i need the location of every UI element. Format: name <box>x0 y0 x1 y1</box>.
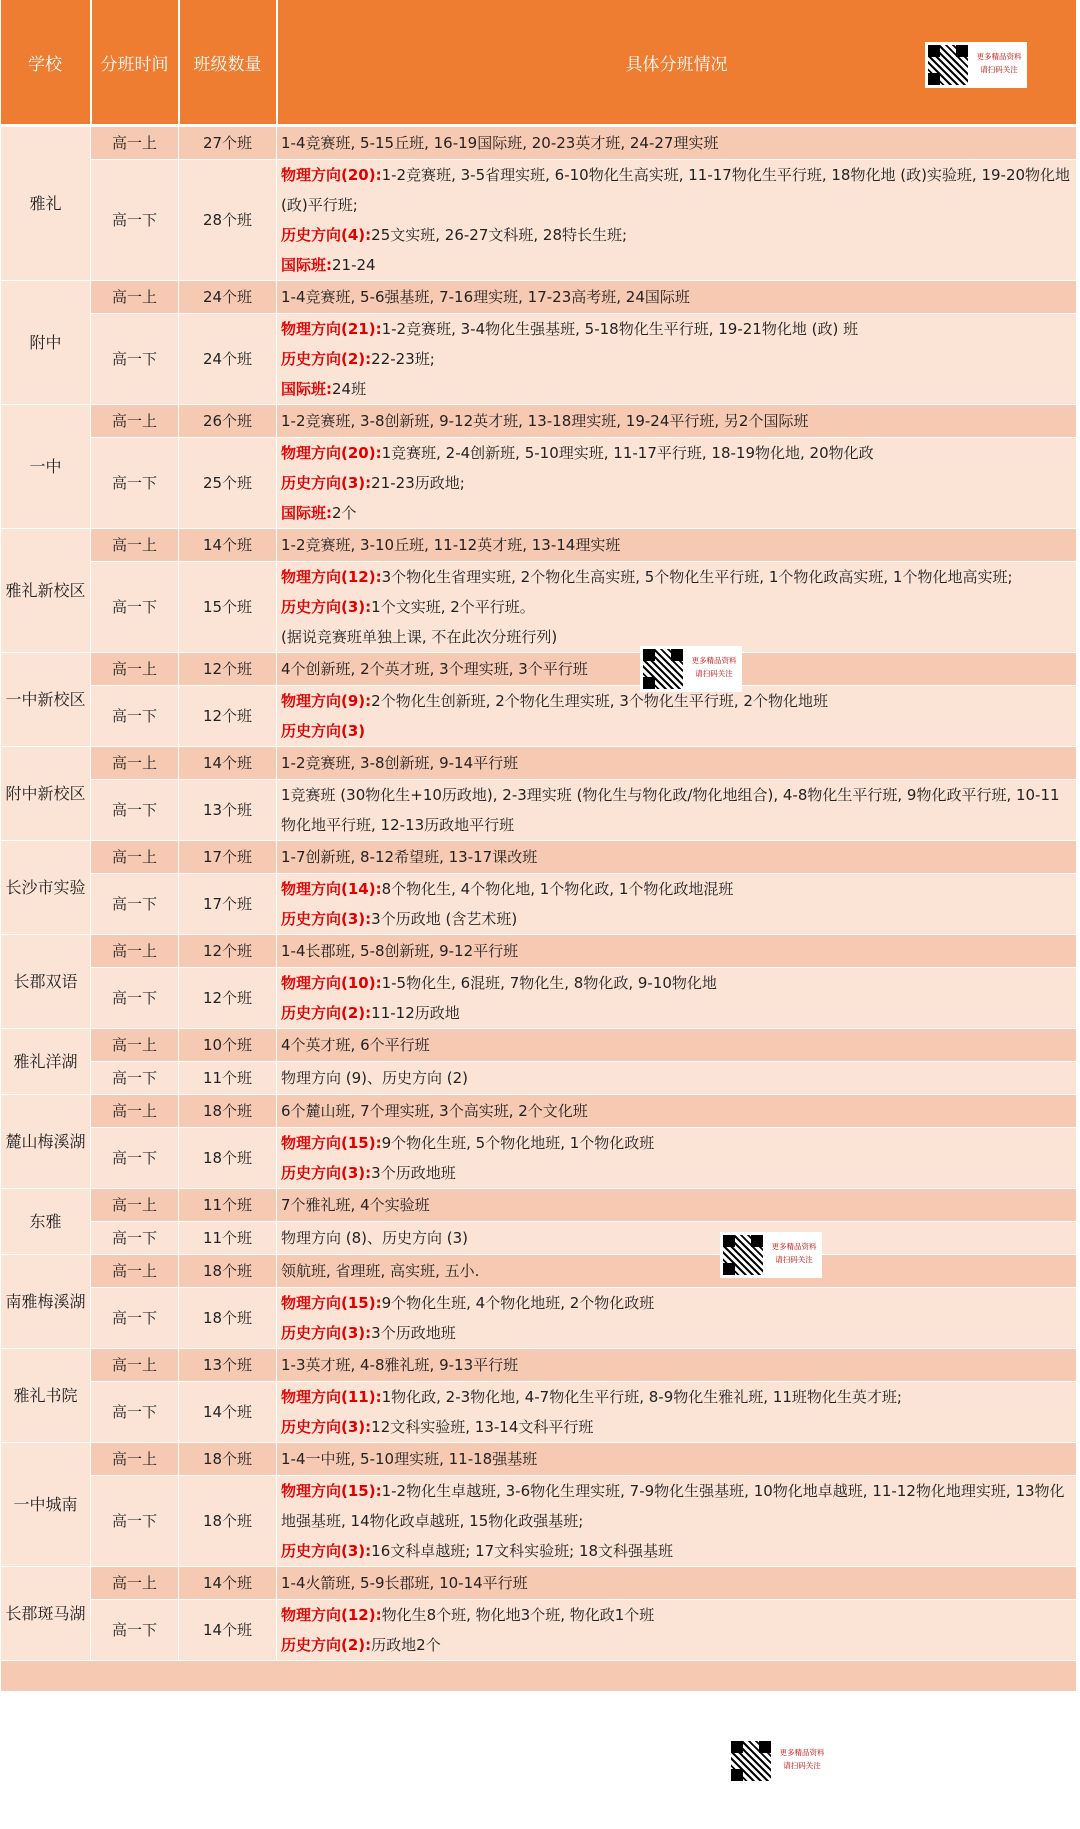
qr-caption: 更多精品资料 请扫码关注 <box>771 1242 817 1264</box>
detail-cell <box>277 1349 1077 1382</box>
table-row <box>1 780 1077 841</box>
school-name-cell: 麓山梅溪湖 <box>1 1095 91 1189</box>
school-name-cell: 雅礼 <box>1 126 91 281</box>
semester-cell: 高一下 <box>91 686 179 747</box>
detail-line <box>281 314 1074 344</box>
detail-text: 物化生8个班, 物化地3个班, 物化政1个班 <box>381 1606 655 1624</box>
school-name-cell: 长沙市实验 <box>1 841 91 935</box>
detail-line <box>281 1288 1074 1318</box>
direction-label: 物理方向(10): <box>281 974 382 992</box>
school-name-cell: 附中新校区 <box>1 747 91 841</box>
direction-label: 物理方向(15): <box>281 1482 382 1500</box>
detail-cell <box>277 160 1077 281</box>
semester-cell: 高一上 <box>91 1443 179 1476</box>
detail-cell <box>277 1600 1077 1661</box>
detail-line <box>281 530 1074 560</box>
class-count-cell: 18个班 <box>179 1476 277 1567</box>
semester-cell: 高一下 <box>91 1476 179 1567</box>
class-count-cell: 14个班 <box>179 1600 277 1661</box>
detail-line <box>281 406 1074 436</box>
header-count: 班级数量 <box>179 0 277 126</box>
semester-cell: 高一下 <box>91 1222 179 1255</box>
detail-cell <box>277 562 1077 653</box>
detail-text: 6个麓山班, 7个理实班, 3个高实班, 2个文化班 <box>281 1102 588 1120</box>
detail-text: 7个雅礼班, 4个实验班 <box>281 1196 430 1214</box>
detail-line <box>281 128 1074 158</box>
detail-line <box>281 1030 1074 1060</box>
semester-cell: 高一下 <box>91 1600 179 1661</box>
table-row <box>1 562 1077 653</box>
semester-cell: 高一下 <box>91 780 179 841</box>
class-count-cell: 12个班 <box>179 968 277 1029</box>
direction-label: 历史方向(2): <box>281 350 372 368</box>
detail-cell <box>277 1095 1077 1128</box>
school-name-cell: 一中新校区 <box>1 653 91 747</box>
detail-line <box>281 1382 1074 1412</box>
detail-line <box>281 1158 1074 1188</box>
qr-code-icon <box>723 1235 763 1275</box>
detail-line <box>281 438 1074 468</box>
class-count-cell: 17个班 <box>179 874 277 935</box>
semester-cell: 高一上 <box>91 1095 179 1128</box>
class-count-cell: 11个班 <box>179 1062 277 1095</box>
detail-line <box>281 498 1074 528</box>
class-count-cell: 28个班 <box>179 160 277 281</box>
detail-cell <box>277 1029 1077 1062</box>
semester-cell: 高一上 <box>91 653 179 686</box>
detail-text: 1-7创新班, 8-12希望班, 13-17课改班 <box>281 848 538 866</box>
class-count-cell: 11个班 <box>179 1189 277 1222</box>
detail-line <box>281 904 1074 934</box>
direction-label: 历史方向(3): <box>281 910 372 928</box>
detail-text: 12文科实验班, 13-14文科平行班 <box>371 1418 594 1436</box>
table-row <box>1 686 1077 747</box>
detail-line <box>281 842 1074 872</box>
detail-line <box>281 1128 1074 1158</box>
detail-line <box>281 562 1074 592</box>
table-row <box>1 1255 1077 1288</box>
detail-line <box>281 1536 1074 1566</box>
direction-label: 物理方向(9): <box>281 692 372 710</box>
class-count-cell: 18个班 <box>179 1128 277 1189</box>
detail-line <box>281 250 1074 280</box>
detail-text: 9个物化生班, 4个物化地班, 2个物化政班 <box>381 1294 655 1312</box>
school-name-cell: 雅礼书院 <box>1 1349 91 1443</box>
class-count-cell: 25个班 <box>179 438 277 529</box>
class-count-cell: 14个班 <box>179 529 277 562</box>
school-name-cell: 东雅 <box>1 1189 91 1255</box>
school-name-cell: 一中 <box>1 405 91 529</box>
table-row <box>1 529 1077 562</box>
qr-badge <box>640 646 742 692</box>
class-count-cell: 12个班 <box>179 653 277 686</box>
detail-cell <box>277 1189 1077 1222</box>
direction-label: 历史方向(3): <box>281 1324 372 1342</box>
detail-cell <box>277 747 1077 780</box>
detail-cell <box>277 780 1077 841</box>
detail-text: 24班 <box>332 380 367 398</box>
direction-label: 物理方向(20): <box>281 166 382 184</box>
direction-label: 历史方向(3): <box>281 1542 372 1560</box>
qr-badge <box>720 1232 822 1278</box>
direction-label: 历史方向(2): <box>281 1636 372 1654</box>
table-row <box>1 1189 1077 1222</box>
table-row <box>1 281 1077 314</box>
detail-text: 1个文实班, 2个平行班。 <box>371 598 535 616</box>
detail-line <box>281 1568 1074 1598</box>
detail-line <box>281 1096 1074 1126</box>
detail-text: 物理方向 (9)、历史方向 (2) <box>281 1069 469 1087</box>
detail-text: 11-12历政地 <box>371 1004 460 1022</box>
qr-badge <box>728 1738 830 1784</box>
table-row <box>1 1600 1077 1661</box>
detail-cell <box>277 686 1077 747</box>
table-row <box>1 405 1077 438</box>
direction-label: 物理方向(12): <box>281 568 382 586</box>
detail-text: 1-4一中班, 5-10理实班, 11-18强基班 <box>281 1450 538 1468</box>
class-count-cell: 24个班 <box>179 281 277 314</box>
detail-line <box>281 282 1074 312</box>
class-count-cell: 14个班 <box>179 1567 277 1600</box>
qr-caption: 更多精品资料 请扫码关注 <box>691 656 737 678</box>
table-row <box>1 1567 1077 1600</box>
school-name-cell: 雅礼洋湖 <box>1 1029 91 1095</box>
detail-line <box>281 780 1074 840</box>
detail-text: 1-2竞赛班, 3-5省理实班, 6-10物化生高实班, 11-17物化生平行班, 18物化地 (政)实验班, 19-20物化地 (政)平行班; <box>281 166 1071 214</box>
detail-text: 22-23班; <box>371 350 435 368</box>
direction-label: 国际班: <box>281 380 332 398</box>
direction-label: 物理方向(15): <box>281 1294 382 1312</box>
detail-line <box>281 1444 1074 1474</box>
semester-cell: 高一下 <box>91 562 179 653</box>
class-count-cell: 13个班 <box>179 780 277 841</box>
semester-cell: 高一下 <box>91 1288 179 1349</box>
detail-text: 4个英才班, 6个平行班 <box>281 1036 430 1054</box>
semester-cell: 高一上 <box>91 841 179 874</box>
detail-line <box>281 874 1074 904</box>
class-count-cell: 10个班 <box>179 1029 277 1062</box>
header-detail: 具体分班情况 <box>277 0 1077 126</box>
semester-cell: 高一上 <box>91 529 179 562</box>
detail-text: 2个 <box>332 504 357 522</box>
detail-text: 3个物化生省理实班, 2个物化生高实班, 5个物化生平行班, 1个物化政高实班, 1个物化地高实班; <box>381 568 1013 586</box>
detail-text: (据说竞赛班单独上课, 不在此次分班行列) <box>281 628 558 646</box>
detail-text: 25文实班, 26-27文科班, 28特长生班; <box>371 226 628 244</box>
class-count-cell: 18个班 <box>179 1288 277 1349</box>
direction-label: 物理方向(12): <box>281 1606 382 1624</box>
detail-line <box>281 374 1074 404</box>
semester-cell: 高一上 <box>91 1349 179 1382</box>
table-row <box>1 841 1077 874</box>
direction-label: 国际班: <box>281 504 332 522</box>
header-row <box>1 0 1077 126</box>
detail-text: 1-3英才班, 4-8雅礼班, 9-13平行班 <box>281 1356 519 1374</box>
direction-label: 物理方向(14): <box>281 880 382 898</box>
table-row <box>1 1222 1077 1255</box>
detail-cell <box>277 1255 1077 1288</box>
class-count-cell: 13个班 <box>179 1349 277 1382</box>
table-row <box>1 126 1077 160</box>
detail-text: 1物化政, 2-3物化地, 4-7物化生平行班, 8-9物化生雅礼班, 11班物化生英才班; <box>381 1388 902 1406</box>
detail-line <box>281 1223 1074 1253</box>
detail-cell <box>277 874 1077 935</box>
detail-line <box>281 1476 1074 1536</box>
table-row <box>1 314 1077 405</box>
class-count-cell: 18个班 <box>179 1095 277 1128</box>
qr-caption: 更多精品资料 请扫码关注 <box>779 1748 825 1770</box>
detail-line <box>281 1412 1074 1442</box>
detail-text: 4个创新班, 2个英才班, 3个理实班, 3个平行班 <box>281 660 588 678</box>
detail-line <box>281 220 1074 250</box>
header-school: 学校 <box>1 0 91 126</box>
semester-cell: 高一上 <box>91 1567 179 1600</box>
detail-line <box>281 1256 1074 1286</box>
semester-cell: 高一上 <box>91 1029 179 1062</box>
table-row <box>1 1288 1077 1349</box>
qr-code-icon <box>731 1741 771 1781</box>
detail-text: 1-2竞赛班, 3-8创新班, 9-14平行班 <box>281 754 519 772</box>
semester-cell: 高一下 <box>91 1062 179 1095</box>
semester-cell: 高一上 <box>91 747 179 780</box>
direction-label: 历史方向(3): <box>281 474 372 492</box>
detail-cell <box>277 126 1077 160</box>
detail-text: 1-2竞赛班, 3-4物化生强基班, 5-18物化生平行班, 19-21物化地 (政) 班 <box>381 320 859 338</box>
school-name-cell: 南雅梅溪湖 <box>1 1255 91 1349</box>
detail-text: 历政地2个 <box>371 1636 441 1654</box>
semester-cell: 高一上 <box>91 1255 179 1288</box>
detail-text: 1-2竞赛班, 3-10丘班, 11-12英才班, 13-14理实班 <box>281 536 621 554</box>
table-row <box>1 968 1077 1029</box>
detail-cell <box>277 1443 1077 1476</box>
detail-text: 1-2物化生卓越班, 3-6物化生理实班, 7-9物化生强基班, 10物化地卓越班, 11-12物化地理实班, 13物化地强基班, 14物化政卓越班, 15物化政强基班; <box>281 1482 1065 1530</box>
class-count-cell: 18个班 <box>179 1255 277 1288</box>
semester-cell: 高一下 <box>91 1382 179 1443</box>
direction-label: 国际班: <box>281 256 332 274</box>
detail-cell <box>277 314 1077 405</box>
semester-cell: 高一上 <box>91 281 179 314</box>
detail-line <box>281 160 1074 220</box>
table-row <box>1 160 1077 281</box>
detail-cell <box>277 935 1077 968</box>
detail-cell <box>277 841 1077 874</box>
direction-label: 物理方向(15): <box>281 1134 382 1152</box>
semester-cell: 高一下 <box>91 968 179 1029</box>
detail-text: 1-4长郡班, 5-8创新班, 9-12平行班 <box>281 942 519 960</box>
detail-text: 1-4竞赛班, 5-6强基班, 7-16理实班, 17-23高考班, 24国际班 <box>281 288 690 306</box>
detail-text: 9个物化生班, 5个物化地班, 1个物化政班 <box>381 1134 655 1152</box>
detail-line <box>281 1318 1074 1348</box>
detail-line <box>281 1063 1074 1093</box>
detail-text: 21-24 <box>332 256 376 274</box>
detail-cell <box>277 1128 1077 1189</box>
table-row <box>1 1443 1077 1476</box>
detail-cell <box>277 1062 1077 1095</box>
table-row <box>1 935 1077 968</box>
detail-text: 1-5物化生, 6混班, 7物化生, 8物化政, 9-10物化地 <box>381 974 717 992</box>
direction-label: 历史方向(3): <box>281 1164 372 1182</box>
detail-line <box>281 1600 1074 1630</box>
direction-label: 历史方向(3): <box>281 1418 372 1436</box>
semester-cell: 高一上 <box>91 935 179 968</box>
table-body <box>1 126 1077 1692</box>
detail-text: 1-4竞赛班, 5-15丘班, 16-19国际班, 20-23英才班, 24-27理实班 <box>281 134 719 152</box>
direction-label: 物理方向(11): <box>281 1388 382 1406</box>
semester-cell: 高一下 <box>91 1128 179 1189</box>
table-row <box>1 747 1077 780</box>
detail-cell <box>277 438 1077 529</box>
detail-line <box>281 344 1074 374</box>
detail-text: 2个物化生创新班, 2个物化生理实班, 3个物化生平行班, 2个物化地班 <box>371 692 828 710</box>
detail-cell <box>277 281 1077 314</box>
table-row <box>1 653 1077 686</box>
semester-cell: 高一下 <box>91 438 179 529</box>
detail-text: 1-4火箭班, 5-9长郡班, 10-14平行班 <box>281 1574 528 1592</box>
class-count-cell: 14个班 <box>179 747 277 780</box>
school-name-cell: 长郡双语 <box>1 935 91 1029</box>
class-count-cell: 17个班 <box>179 841 277 874</box>
detail-text: 1竞赛班 (30物化生+10历政地), 2-3理实班 (物化生与物化政/物化地组合), 4-8物化生平行班, 9物化政平行班, 10-11物化地平行班, 12-13历政地平行班 <box>281 786 1060 834</box>
table-row <box>1 1349 1077 1382</box>
direction-label: 历史方向(2): <box>281 1004 372 1022</box>
detail-line <box>281 468 1074 498</box>
qr-badge <box>925 42 1027 88</box>
table-row <box>1 1095 1077 1128</box>
detail-text: 21-23历政地; <box>371 474 465 492</box>
detail-text: 领航班, 省理班, 高实班, 五小. <box>281 1262 480 1280</box>
direction-label: 历史方向(3): <box>281 598 372 616</box>
direction-label: 历史方向(4): <box>281 226 372 244</box>
direction-label: 历史方向(3) <box>281 722 366 740</box>
footer-row <box>1 1661 1077 1692</box>
detail-line <box>281 716 1074 746</box>
detail-cell <box>277 968 1077 1029</box>
detail-cell <box>277 1382 1077 1443</box>
footer-cell <box>1 1661 1077 1692</box>
detail-text: 3个历政地班 <box>371 1164 456 1182</box>
class-count-cell: 18个班 <box>179 1443 277 1476</box>
detail-line <box>281 1350 1074 1380</box>
semester-cell: 高一下 <box>91 160 179 281</box>
class-count-cell: 24个班 <box>179 314 277 405</box>
table-row <box>1 1382 1077 1443</box>
detail-cell <box>277 1567 1077 1600</box>
detail-cell <box>277 1288 1077 1349</box>
class-count-cell: 15个班 <box>179 562 277 653</box>
table-row <box>1 1062 1077 1095</box>
class-count-cell: 12个班 <box>179 935 277 968</box>
qr-code-icon <box>928 45 968 85</box>
table-row <box>1 1128 1077 1189</box>
school-name-cell: 雅礼新校区 <box>1 529 91 653</box>
qr-caption: 更多精品资料 请扫码关注 <box>976 52 1022 74</box>
detail-text: 1竞赛班, 2-4创新班, 5-10理实班, 11-17平行班, 18-19物化地, 20物化政 <box>381 444 874 462</box>
table-row <box>1 1476 1077 1567</box>
detail-text: 3个历政地班 <box>371 1324 456 1342</box>
table-row <box>1 438 1077 529</box>
detail-line <box>281 968 1074 998</box>
detail-line <box>281 936 1074 966</box>
table-row <box>1 1029 1077 1062</box>
detail-text: 物理方向 (8)、历史方向 (3) <box>281 1229 469 1247</box>
detail-line <box>281 592 1074 622</box>
detail-cell <box>277 405 1077 438</box>
detail-line <box>281 1190 1074 1220</box>
detail-line <box>281 1630 1074 1660</box>
detail-text: 3个历政地 (含艺术班) <box>371 910 518 928</box>
semester-cell: 高一上 <box>91 405 179 438</box>
class-count-cell: 11个班 <box>179 1222 277 1255</box>
direction-label: 物理方向(20): <box>281 444 382 462</box>
class-count-cell: 26个班 <box>179 405 277 438</box>
school-name-cell: 一中城南 <box>1 1443 91 1567</box>
semester-cell: 高一上 <box>91 126 179 160</box>
detail-text: 16文科卓越班; 17文科实验班; 18文科强基班 <box>371 1542 674 1560</box>
class-count-cell: 12个班 <box>179 686 277 747</box>
school-name-cell: 长郡斑马湖 <box>1 1567 91 1661</box>
direction-label: 物理方向(21): <box>281 320 382 338</box>
detail-cell <box>277 1222 1077 1255</box>
header-time: 分班时间 <box>91 0 179 126</box>
semester-cell: 高一下 <box>91 874 179 935</box>
qr-code-icon <box>643 649 683 689</box>
detail-cell <box>277 529 1077 562</box>
semester-cell: 高一下 <box>91 314 179 405</box>
school-name-cell: 附中 <box>1 281 91 405</box>
detail-text: 8个物化生, 4个物化地, 1个物化政, 1个物化政地混班 <box>381 880 734 898</box>
detail-text: 1-2竞赛班, 3-8创新班, 9-12英才班, 13-18理实班, 19-24平行班, 另2个国际班 <box>281 412 809 430</box>
class-count-cell: 14个班 <box>179 1382 277 1443</box>
detail-cell <box>277 1476 1077 1567</box>
table-row <box>1 874 1077 935</box>
class-count-cell: 27个班 <box>179 126 277 160</box>
detail-line <box>281 748 1074 778</box>
detail-line <box>281 998 1074 1028</box>
semester-cell: 高一上 <box>91 1189 179 1222</box>
